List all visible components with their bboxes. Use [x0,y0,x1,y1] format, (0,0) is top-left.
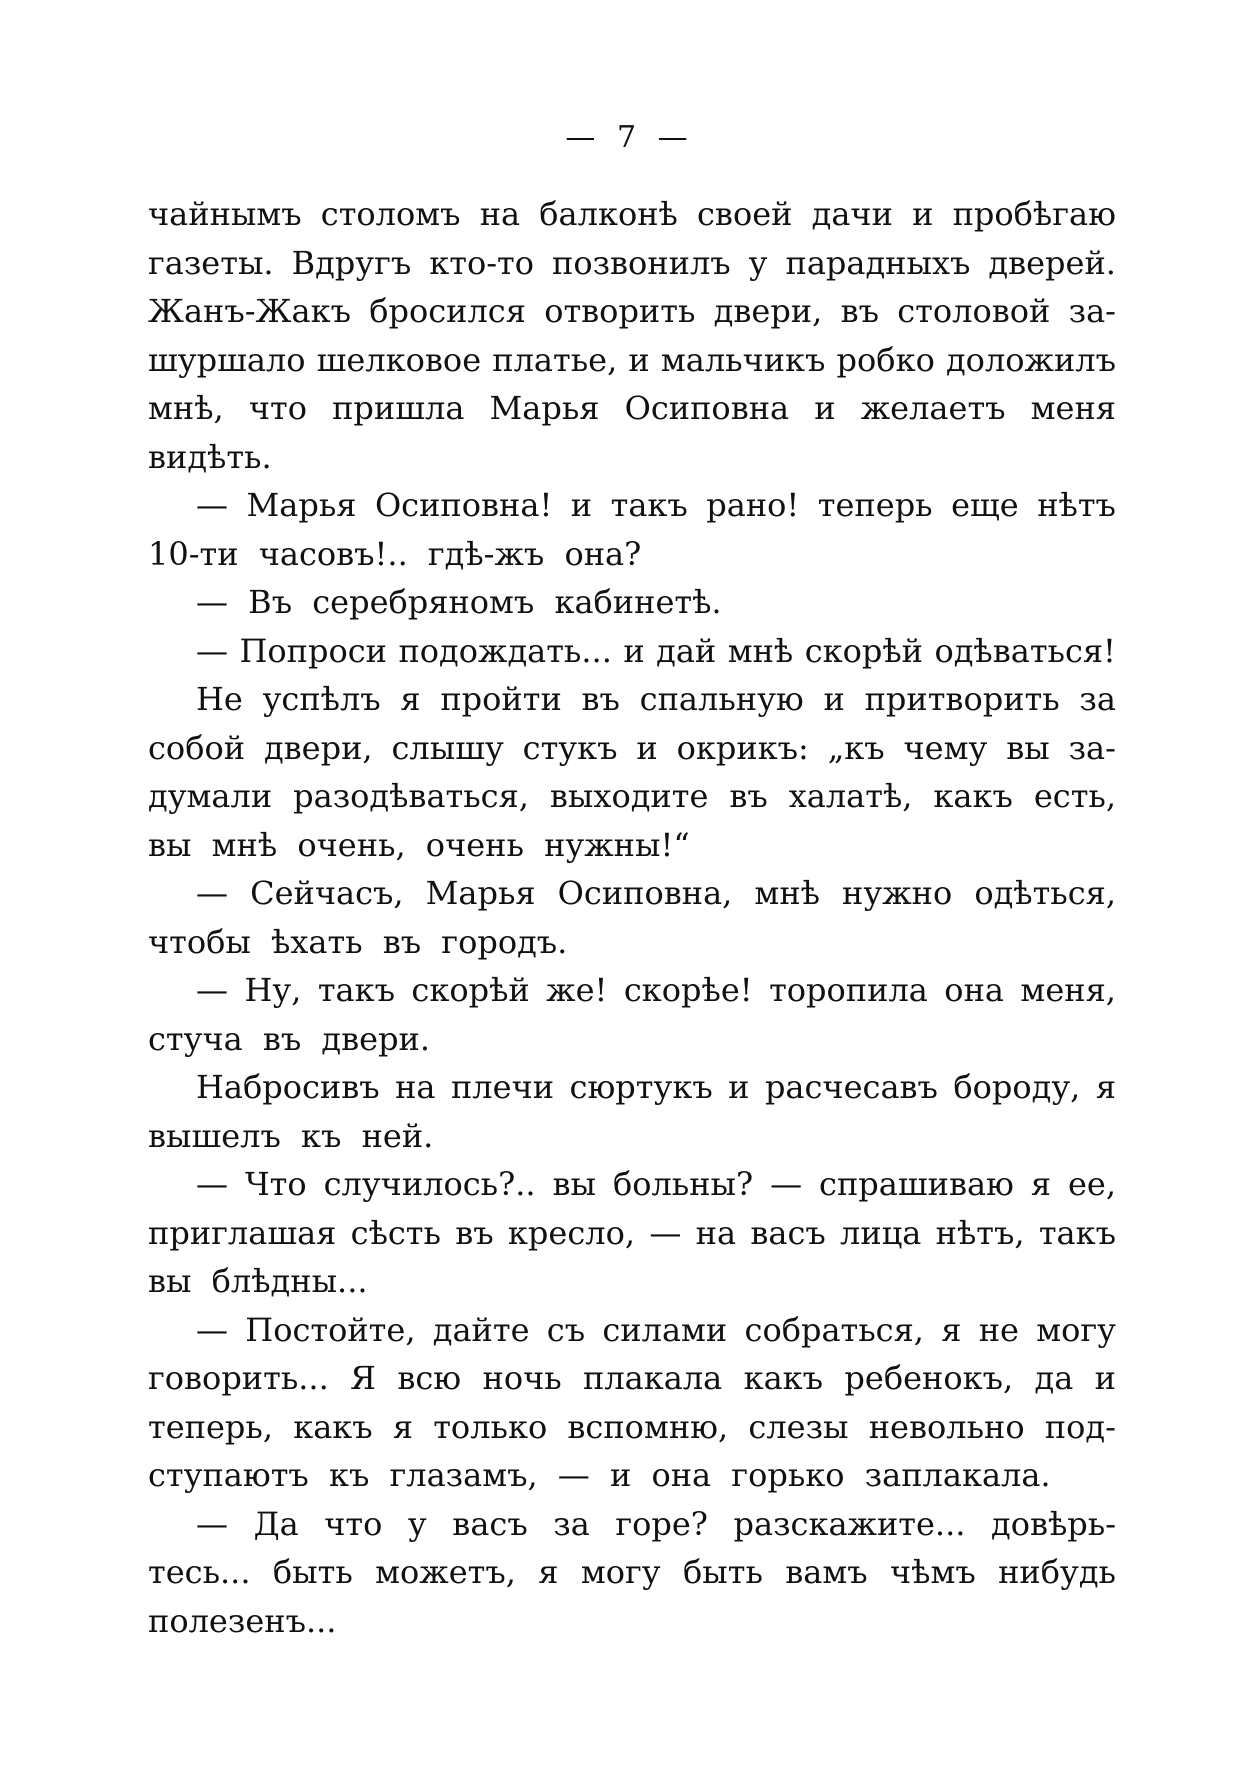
word: парадныхъ [785,243,971,282]
text-line [148,239,1116,288]
word: — [770,1165,803,1203]
word: и [636,728,658,767]
word: стукъ [522,728,618,767]
word: скорѣй [804,631,923,670]
word: вамъ [785,1553,868,1591]
word: чайнымъ [148,195,302,233]
word: чѣмъ [890,1553,976,1591]
word: Не [196,680,243,718]
word: у [407,1504,427,1543]
word: за- [1068,292,1116,330]
text-line: вышелъ къ ней. [148,1116,434,1155]
word: мальчикъ [660,340,826,379]
word: приглашая [148,1213,337,1252]
word: сѣсть [350,1213,441,1252]
word: только [433,1407,548,1446]
word: газеты. [148,243,274,282]
word: окрикъ: [676,728,809,767]
word: пробѣгаю [952,195,1116,233]
word: мнѣ [727,631,794,670]
word: и [628,340,650,379]
word: — [196,486,228,524]
word: нужно [842,874,953,912]
word: я [1095,1068,1116,1106]
word: у [748,243,768,282]
word: Осиповна [624,389,790,427]
word: тесь... [148,1553,251,1591]
word: спальную [639,680,804,718]
word: дачи [811,195,893,233]
word: столовой [897,292,1051,330]
text-line: полезенъ... [148,1601,337,1640]
word: Ну, [244,971,302,1009]
text-line [148,1306,1116,1355]
word: за [1079,680,1116,718]
word: кресло, [507,1213,636,1252]
word: на [479,195,521,233]
word: же! [546,971,608,1009]
word: расчесавъ [764,1068,938,1106]
word: нибудь [998,1553,1116,1591]
word: за [553,1504,590,1543]
word: Набросивъ [196,1068,380,1106]
text-line [148,966,1116,1015]
word: въ [729,777,768,815]
text-line [148,336,1116,385]
text-line: стуча въ двери. [148,1019,431,1058]
word: скорѣй [411,971,530,1009]
text-line [148,675,1116,724]
word: мнѣ, [148,389,224,427]
text-line [148,1500,1116,1549]
word: я [392,1407,414,1446]
word: съ [546,1310,586,1349]
word: шелковое [316,340,482,379]
word: горе? [615,1504,708,1543]
word: желаетъ [860,389,1006,427]
word: всю [397,1359,462,1397]
word: Попроси [239,631,387,670]
word: что [324,1504,383,1543]
word: ребенокъ, [844,1359,1014,1397]
word: быть [272,1553,353,1591]
word: Вдругъ [291,243,412,282]
word: под- [1044,1407,1116,1446]
word: доложилъ [945,340,1116,379]
text-line [148,724,1116,773]
word: — [196,874,228,912]
word: говорить... [148,1359,329,1397]
word: думали [148,777,273,815]
word: робко [836,340,935,379]
word: такъ [610,486,688,524]
text-line: 10-ти часовъ!.. гдѣ-жъ она? [148,534,642,573]
word: нѣтъ, [935,1213,1025,1252]
word: пришла [332,389,465,427]
body-text [148,190,1116,1645]
word: столомъ [320,195,461,233]
word: васъ [750,1213,826,1252]
word: можетъ, [375,1553,516,1591]
word: теперь, [148,1407,273,1446]
word: меня, [1020,971,1116,1009]
word: своей [697,195,793,233]
word: — [196,1504,228,1543]
word: что [248,389,307,427]
text-line [148,1063,1116,1112]
word: еще [951,486,1019,524]
word: шуршало [148,340,306,379]
word: Осиповна, [557,874,733,912]
word: случилось?.. [323,1165,536,1203]
word: какъ [933,777,1013,815]
text-line: вы мнѣ очень, очень нужны!“ [148,825,690,864]
word: халатѣ, [788,777,913,815]
word: не [978,1310,1019,1349]
word: Осиповна! [374,486,553,524]
word: — [196,631,228,670]
word: и [623,631,645,670]
word: за- [1068,728,1116,767]
word: плакала [583,1359,723,1397]
word: довѣрь- [991,1504,1116,1543]
word: невольно [868,1407,1025,1446]
word: выходите [549,777,709,815]
word: сюртукъ [569,1068,713,1106]
word: въ [840,292,879,330]
text-line [148,384,1116,433]
word: и [570,486,593,524]
word: ночь [482,1359,562,1397]
word: бороду, [953,1068,1081,1106]
text-line [148,481,1116,530]
word: больны? [612,1165,754,1203]
word: теперь [817,486,933,524]
word: и [1094,1359,1116,1397]
page-number: — 7 — [565,120,694,155]
text-line: вы блѣдны... [148,1262,368,1300]
word: успѣлъ [262,680,381,718]
word: я [941,1310,962,1349]
word: — [196,1165,228,1203]
word: я [400,680,421,718]
word: такъ [1038,1213,1116,1252]
word: балконѣ [539,195,678,233]
word: быть [683,1553,763,1591]
word: слышу [391,728,504,767]
word: есть, [1033,777,1116,815]
word: плечи [450,1068,555,1106]
word: кто-то [429,243,534,282]
word: лица [840,1213,922,1252]
word: нѣтъ [1037,486,1116,524]
word: въ [581,680,620,718]
text-line [148,1209,1116,1258]
text-line: ступаютъ къ глазамъ, — и она горько заплакала. [148,1456,1051,1494]
word: какъ [293,1407,373,1446]
word: притворить [864,680,1060,718]
word: разодѣваться, [293,777,529,815]
text-line [148,1160,1116,1209]
word: мнѣ [754,874,820,912]
word: Марья [489,389,600,427]
word: спрашиваю [819,1165,1014,1203]
word: бросился [369,292,526,330]
word: двери, [263,728,373,767]
word: чему [903,728,988,767]
word: двери, [713,292,823,330]
word: — [196,971,228,1009]
word: собой [148,728,246,767]
text-line: видѣть. [148,437,272,476]
text-line [148,627,1116,676]
word: и [912,195,934,233]
text-line [148,869,1116,918]
word: подождать... [398,631,612,670]
text-line: — Въ серебряномъ кабинетѣ. [196,583,722,621]
word: одѣться, [974,874,1116,912]
word: „къ [827,728,885,767]
word: на [695,1213,737,1252]
word: я [1030,1165,1052,1203]
word: и [823,680,845,718]
word: Марья [246,486,357,524]
word: она [944,971,1004,1009]
word: торопила [769,971,928,1009]
word: дверей. [988,243,1116,282]
word: въ [455,1213,494,1252]
word: дай [656,631,717,670]
word: одѣваться! [934,631,1116,670]
word: вы [552,1165,596,1203]
word: позвонилъ [551,243,731,282]
word: вспомню, [567,1407,729,1446]
word: Сейчасъ, [250,874,404,912]
word: Что [244,1165,307,1203]
word: и [728,1068,750,1106]
word: скорѣе! [623,971,753,1009]
word: меня [1030,389,1116,427]
word: могу [1036,1310,1116,1349]
text-line [148,287,1116,336]
text-line [148,1403,1116,1452]
word: силами [602,1310,728,1349]
word: рано! [706,486,800,524]
word: ее, [1067,1165,1116,1203]
word: могу [580,1553,661,1591]
word: я [538,1553,559,1591]
word: Да [253,1504,299,1543]
word: слезы [748,1407,849,1446]
word: вы [1006,728,1050,767]
word: пройти [440,680,562,718]
word: и [814,389,836,427]
word: Марья [425,874,536,912]
word: Жанъ-Жакъ [148,292,351,330]
word: отворить [544,292,696,330]
word: собраться, [744,1310,924,1349]
text-line [148,772,1116,821]
word: разскажите... [733,1504,966,1543]
word: платье, [492,340,618,379]
text-line [148,190,1116,239]
word: дайте [432,1310,530,1349]
word: — [649,1213,682,1252]
word: да [1034,1359,1074,1397]
word: васъ [452,1504,528,1543]
word: Постойте, [245,1310,416,1349]
word: — [196,1310,228,1349]
word: Я [350,1359,376,1397]
text-line [148,1548,1116,1597]
text-line: чтобы ѣхать въ городъ. [148,922,568,961]
word: такъ [317,971,395,1009]
word: какъ [743,1359,824,1397]
word: на [395,1068,436,1106]
text-line [148,1354,1116,1403]
